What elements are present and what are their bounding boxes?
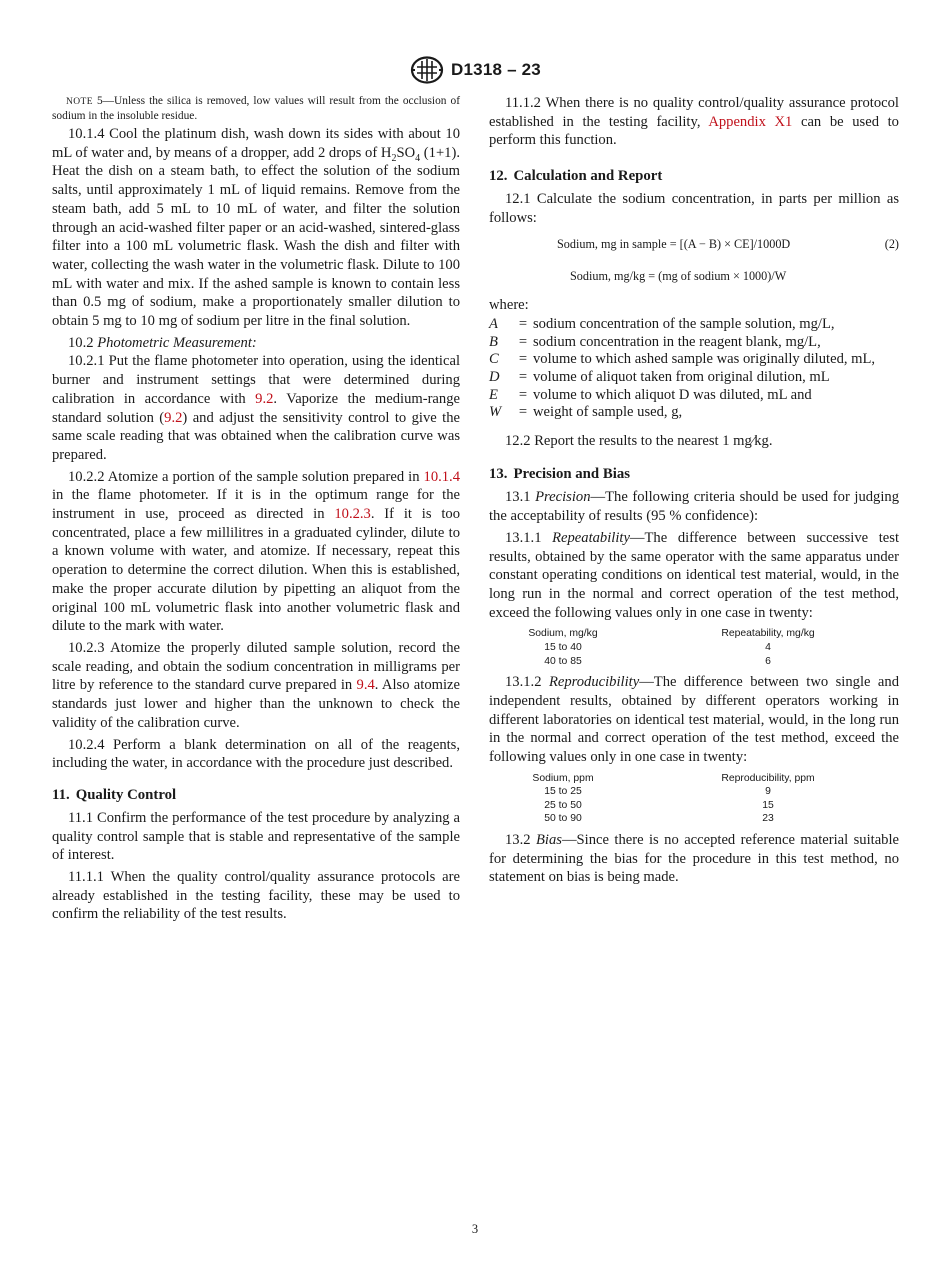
page-header (0, 56, 950, 84)
table-row (489, 655, 899, 669)
variable-symbol: W (489, 404, 502, 421)
definition-row (489, 369, 893, 387)
para-13-1-1: 13.1.1 Repeatability—The difference between successive test results, obtained by the same operator with the same apparatus under constant operating conditions on identical test material, would, in the long run in the normal and correct operation of the test method, exceed the following values only in one case in twenty: (489, 529, 900, 621)
section-12-heading: 12. Calculation and Report (489, 168, 663, 185)
table-cell: 25 to 50 (544, 799, 582, 811)
equation-number: (2) (884, 236, 899, 251)
variable-definitions (489, 316, 893, 422)
ref-10-2-3-link[interactable]: 10.2.3 (334, 506, 371, 523)
para-10-2: 10.2 Photometric Measurement: (68, 334, 257, 351)
appendix-x1-link[interactable]: Appendix X1 (708, 113, 793, 130)
reproducibility-table (489, 772, 899, 826)
para-10-2-2: 10.2.2 Atomize a portion of the sample solution prepared in 10.1.4 in the flame photometer. If it is in the optimum range for the instrument in use, proceed as directed in 10.2.3. If it is too concentrated, place a few millilitres in a graduated cylinder, dilute to a known volume with water, and atomize. If necessary, repeat this operation to determine the correct dilution. When this is established, make the proper accurate dilution by pipetting an aliquot from the original 100 mL volumetric flask into another volumetric flask and dilute to the mark with water. (52, 468, 460, 635)
astm-logo-icon (409, 56, 445, 84)
variable-symbol: B (489, 333, 498, 350)
definition-row (489, 404, 893, 422)
table-cell: 15 to 25 (544, 786, 582, 798)
table-row (489, 799, 899, 813)
para-11-1-1: 11.1.1 When the quality control/quality assurance protocols are already established in the testing facility, these may be used to confirm the reliability of the test results. (52, 869, 460, 923)
left-column (52, 94, 460, 924)
variable-symbol: A (489, 316, 498, 333)
table-cell: 15 to 40 (544, 642, 582, 653)
equals-sign: = (518, 351, 528, 368)
where-label: where: (489, 296, 529, 313)
table-header: Sodium, mg/kg (528, 628, 598, 640)
equals-sign: = (518, 369, 528, 385)
section-13-heading: 13. Precision and Bias (489, 466, 630, 483)
note-label: NOTE (66, 97, 93, 107)
para-13-2: 13.2 Bias—Since there is no accepted reference material suitable for determining the bias for the procedure in this test method, no statement on bias is being made. (489, 832, 899, 886)
table-cell: 23 (762, 813, 774, 825)
para-11-1-2: 11.1.2 When there is no quality control/quality assurance protocol established in the testing facility, Appendix X1 can be used to perform this function. (489, 95, 899, 149)
equals-sign: = (518, 316, 528, 333)
variable-symbol: C (489, 351, 499, 368)
para-13-1: 13.1 Precision—The following criteria should be used for judging the acceptability of results (95 % confidence): (489, 489, 899, 525)
table-row (489, 785, 899, 799)
equation-2 (489, 236, 899, 252)
equals-sign: = (518, 386, 528, 403)
variable-definition: sodium concentration in the reagent blank, mg/L, (533, 333, 821, 350)
table-cell: 40 to 85 (544, 655, 582, 667)
para-13-1-2: 13.1.2 Reproducibility—The difference between two single and independent results, obtained by different operators working in different laboratories on identical test material, would, in the long run in the normal and correct operation of the test method, exceed the following values only in one case in twenty: (489, 674, 899, 765)
ref-9-2-link[interactable]: 9.2 (164, 409, 183, 426)
para-11-1: 11.1 Confirm the performance of the test procedure by analyzing a quality control sample that is stable and representative of the sample of interest. (52, 809, 460, 864)
definition-row (489, 387, 893, 405)
table-header: Sodium, ppm (532, 772, 594, 784)
table-cell: 15 (762, 799, 774, 811)
para-10-2-3: 10.2.3 Atomize the properly diluted sample solution, record the scale reading, and obtain the sodium concentration in milligrams per litre by reference to the standard curve prepared in 9.4. Also atomize standards just lower and higher than the unknown to check the validity of the calibration curve. (52, 639, 460, 731)
repeatability-table (489, 627, 899, 668)
definition-row (489, 316, 893, 334)
variable-symbol: E (489, 386, 498, 403)
section-11-heading: 11. Quality Control (52, 786, 177, 803)
equation-mgkg-text: Sodium, mg/kg = (mg of sodium × 1000)/W (570, 268, 787, 283)
page-number: 3 (471, 1222, 479, 1236)
para-10-1-4: 10.1.4 Cool the platinum dish, wash down its sides with about 10 mL of water and, by means of a dropper, add 2 drops of $H_2SO_4$ (1+1). Heat the dish on a steam bath, to effect the solution of the sodium salts, until approximately 1 mL of liquid remains. Remove from the steam bath, add 5 mL to 10 mL of water, and filter the solution through an acid-washed filter paper or an acid-washed, sintered-glass filter into a 100 mL volumetric flask. Wash the dish and filter with water, collecting the wash water in the volumetric flask. Dilute to 100 mL with water and mix. If the ashed sample is known to contain less than 0.5 mg of sodium, make a proportionately smaller dilution to obtain 5 mg to 10 mg of sodium per litre in the final solution. (52, 126, 460, 330)
table-row (489, 812, 899, 826)
ref-10-1-4-link[interactable]: 10.1.4 (423, 468, 460, 485)
equals-sign: = (518, 333, 528, 350)
equation-mgkg (489, 268, 899, 284)
table-row (489, 641, 899, 655)
equals-sign: = (518, 404, 528, 421)
right-column (489, 94, 899, 887)
variable-definition: sodium concentration of the sample solution, mg/L, (533, 316, 835, 333)
variable-definition: volume of aliquot taken from original dilution, mL (533, 369, 830, 385)
definition-row (489, 334, 893, 352)
note-5: NOTE 5—Unless the silica is removed, low values will result from the occlusion of sodium in the insoluble residue. (52, 95, 460, 122)
variable-definition: volume to which aliquot D was diluted, mL and (533, 386, 812, 403)
table-cell: 4 (765, 642, 771, 653)
table-header: Repeatability, mg/kg (721, 628, 815, 640)
table-cell: 9 (765, 786, 771, 798)
ref-9-4-link[interactable]: 9.4 (356, 677, 375, 694)
table-cell: 6 (765, 655, 771, 667)
ref-9-2-link[interactable]: 9.2 (255, 390, 274, 407)
standard-designation: D1318 – 23 (451, 60, 541, 79)
variable-definition: volume to which ashed sample was originally diluted, mL, (533, 351, 876, 368)
equation-2-text: Sodium, mg in sample = [(A − B) × CE]/1000D (557, 236, 791, 251)
table-cell: 50 to 90 (544, 813, 582, 825)
para-10-2-1: 10.2.1 Put the flame photometer into operation, using the identical burner and instrument settings that were determined during calibration in accordance with 9.2. Vaporize the medium-range standard solution (9.2) and adjust the sensitivity control to give the same scale reading that was obtained when the calibration curve was prepared. (52, 353, 460, 463)
variable-symbol: D (489, 369, 500, 385)
variable-definition: weight of sample used, g, (533, 404, 683, 421)
definition-row (489, 351, 893, 369)
table-header: Reproducibility, ppm (721, 772, 815, 784)
para-12-2: 12.2 Report the results to the nearest 1 mg⁄kg. (505, 432, 773, 449)
para-12-1: 12.1 Calculate the sodium concentration, in parts per million as follows: (489, 191, 899, 226)
para-10-2-4: 10.2.4 Perform a blank determination on all of the reagents, including the water, in accordance with the procedure just described. (52, 736, 460, 772)
